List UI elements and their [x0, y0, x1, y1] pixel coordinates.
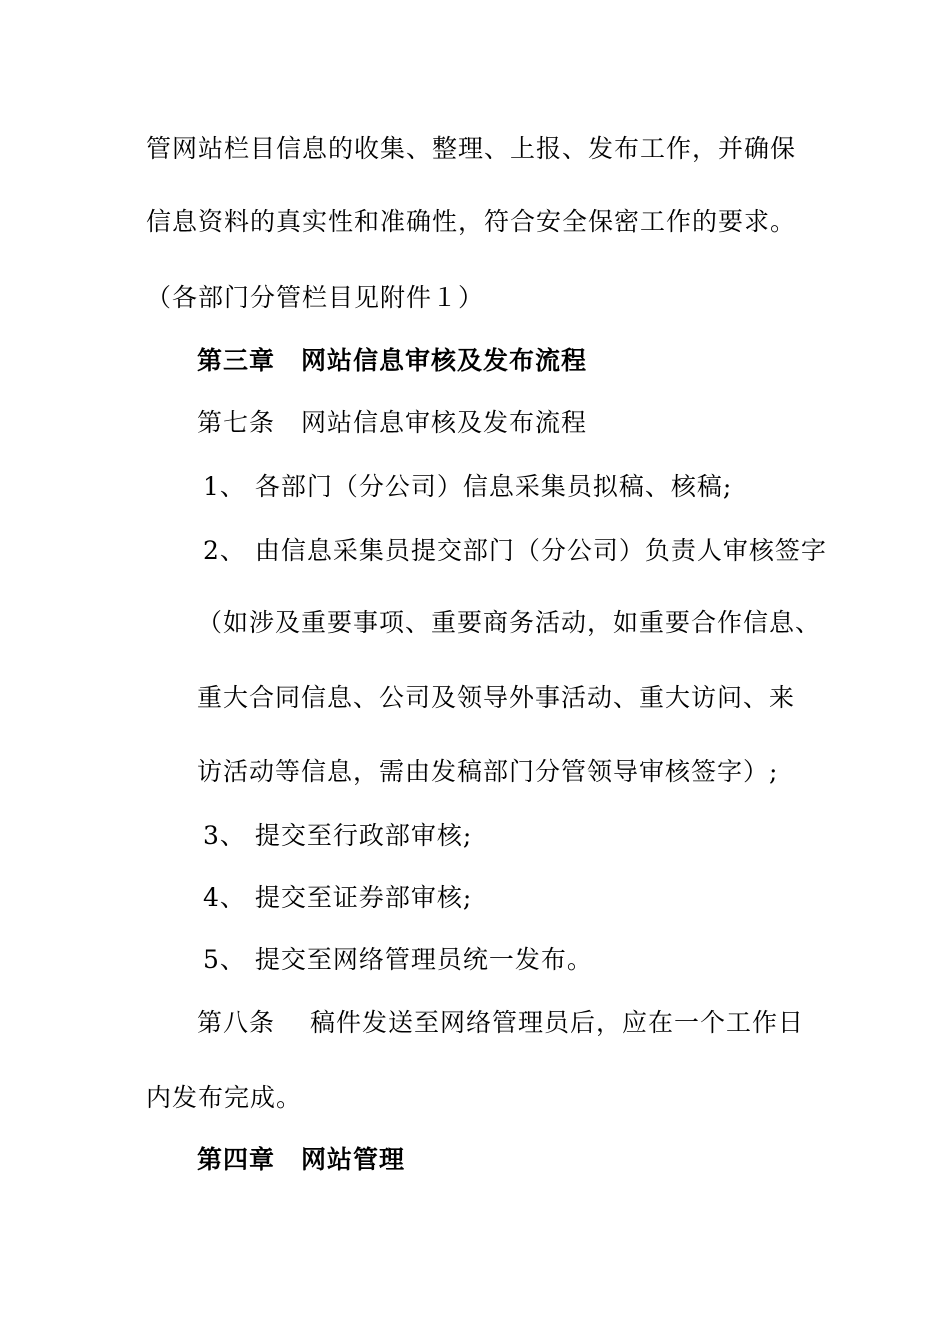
list-item: 2、 由信息采集员提交部门（分公司）负责人审核签字: [203, 536, 827, 565]
paragraph-line: 重大合同信息、公司及领导外事活动、重大访问、来: [197, 683, 796, 712]
article-heading: 第七条 网站信息审核及发布流程: [197, 408, 588, 437]
list-item: 4、 提交至证券部审核;: [203, 883, 473, 912]
chapter-heading: 第四章 网站管理: [197, 1145, 406, 1174]
list-item: 3、 提交至行政部审核;: [203, 821, 473, 850]
paragraph-line: 访活动等信息，需由发稿部门分管领导审核签字）;: [197, 757, 779, 786]
paragraph-line: （如涉及重要事项、重要商务活动，如重要合作信息、: [197, 608, 822, 637]
list-item: 1、 各部门（分公司）信息采集员拟稿、核稿;: [203, 472, 733, 501]
article-heading: 第八条 稿件发送至网络管理员后，应在一个工作日: [197, 1008, 804, 1037]
paragraph-line: 信息资料的真实性和准确性，符合安全保密工作的要求。: [146, 207, 797, 236]
list-item: 5、 提交至网络管理员统一发布。: [203, 945, 593, 974]
paragraph-line: （各部门分管栏目见附件１）: [146, 283, 485, 312]
paragraph-line: 内发布完成。: [146, 1083, 303, 1112]
chapter-heading: 第三章 网站信息审核及发布流程: [197, 346, 588, 375]
paragraph-line: 管网站栏目信息的收集、整理、上报、发布工作，并确保: [146, 134, 797, 163]
